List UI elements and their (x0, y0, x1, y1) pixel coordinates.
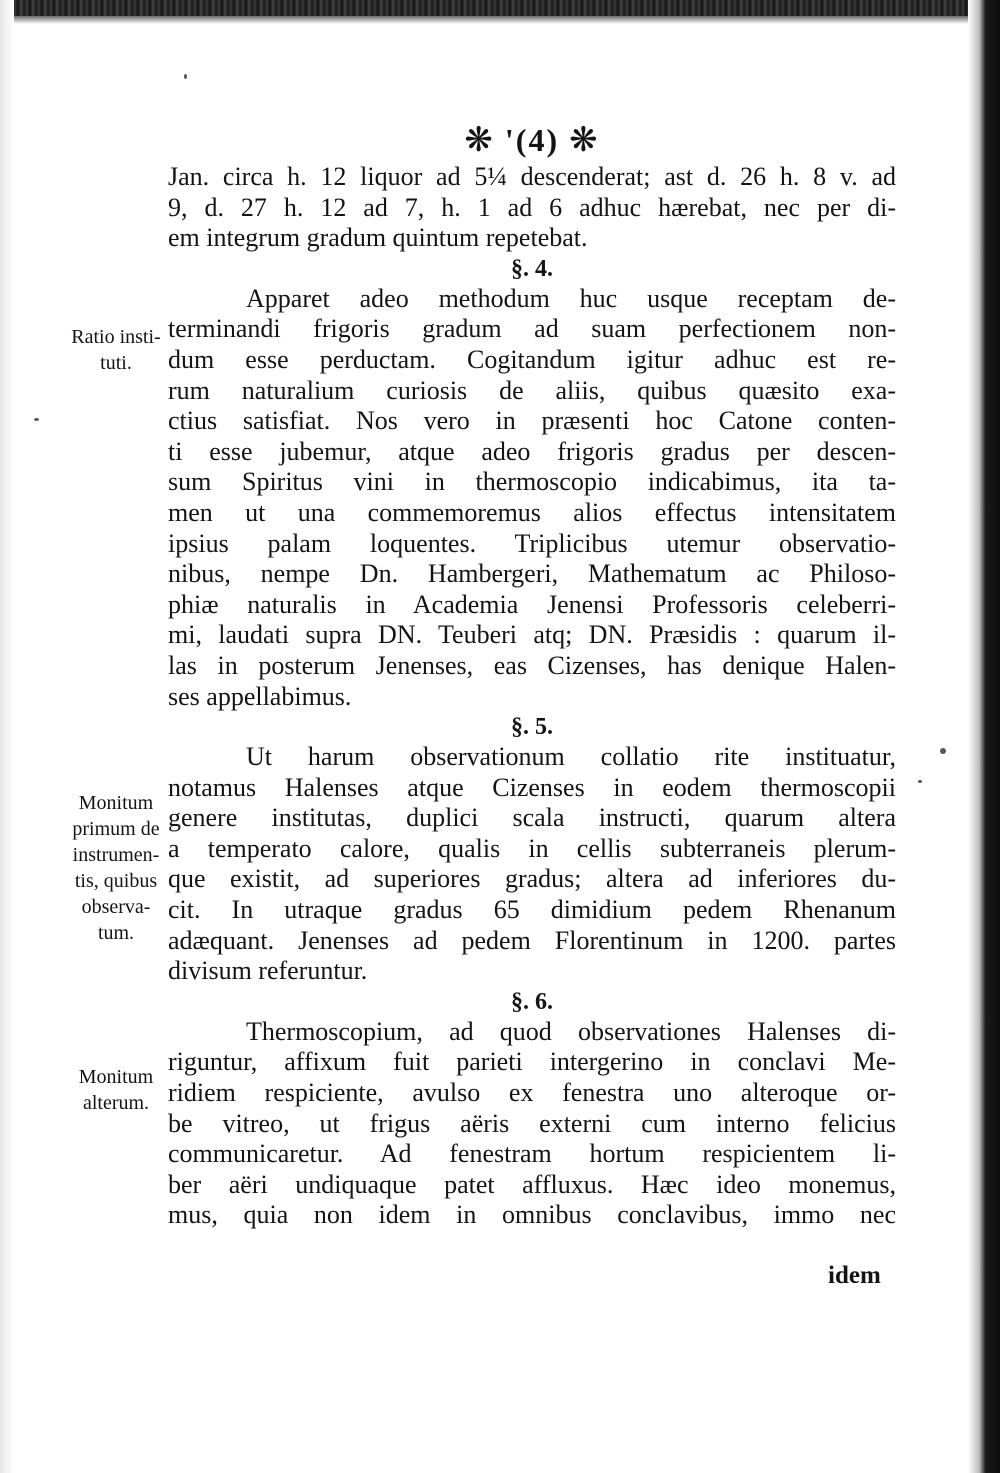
text-line: genere institutas, duplici scala instructi, quarum altera (168, 803, 896, 833)
paragraph-section-4 (168, 284, 896, 712)
page-top-shadow (0, 16, 1000, 24)
text-line: rum naturalium curiosis de aliis, quibus quæsito exa- (168, 375, 896, 405)
margin-note-line: Monitum (78, 792, 154, 814)
text-line: adæquant. Jenenses ad pedem Florentinum in 1200. partes (168, 925, 896, 955)
catchword: idem (828, 1262, 881, 1289)
text-line: be vitreo, ut frigus aëris externi cum interno felicius (168, 1108, 896, 1138)
section-heading-6: §. 6. (511, 988, 553, 1015)
text-line: Thermoscopium, ad quod observationes Halenses di- (246, 1016, 896, 1046)
section-heading-5: §. 5. (511, 714, 553, 741)
paragraph-section-6 (168, 1017, 896, 1231)
text-line: em integrum gradum quintum repetebat. (168, 223, 588, 253)
text-line: a temperato calore, qualis in cellis subterraneis plerum- (168, 833, 896, 863)
paragraph-section-5 (168, 742, 896, 987)
text-line: que existit, ad superiores gradus; altera ad inferiores du- (168, 864, 896, 894)
page-top-edge (0, 0, 1000, 16)
text-line: Ut harum observationum collatio rite instituatur, (246, 742, 896, 772)
text-line: Apparet adeo methodum huc usque receptam de- (246, 283, 896, 313)
text-line: Jan. circa h. 12 liquor ad 5¼ descenderat; ast d. 26 h. 8 v. ad (168, 162, 896, 191)
main-text-body (168, 162, 896, 1231)
text-line: ses appellabimus. (168, 681, 352, 711)
print-speck (940, 748, 946, 754)
margin-note-line: instrumen- (72, 844, 160, 866)
text-line: riguntur, affixum fuit parieti intergerino in conclavi Me- (168, 1047, 896, 1077)
section-heading-4: §. 4. (511, 255, 553, 282)
text-line: ti esse jubemur, atque adeo frigoris gradus per descen- (168, 436, 896, 466)
page-left-shade (0, 0, 14, 1473)
page-number: '(4) (504, 122, 560, 158)
text-line: notamus Halenses atque Cizenses in eodem thermoscopii (168, 772, 896, 802)
text-line: mus, quia non idem in omnibus conclavibus, immo nec (168, 1200, 896, 1230)
text-line: ipsius palam loquentes. Triplicibus utemur observatio- (168, 528, 896, 558)
ornament-star-icon: ❋ (464, 120, 495, 160)
margin-note-line: Monitum (78, 1066, 154, 1088)
margin-note-line: tis, quibus (74, 870, 158, 892)
text-line: cit. In utraque gradus 65 dimidium pedem Rhenanum (168, 895, 896, 925)
margin-note-line: Ratio insti- (71, 326, 161, 348)
margin-note-monitum-primum (50, 790, 182, 946)
text-line: divisum referuntur. (168, 956, 368, 986)
print-speck (918, 780, 922, 783)
text-line: terminandi frigoris gradum ad suam perfectionem non- (168, 314, 896, 344)
page-right-edge (968, 0, 1000, 1473)
text-line: sum Spiritus vini in thermoscopio indicabimus, ita ta- (168, 467, 896, 497)
text-line: men ut una commemoremus alios effectus intensitatem (168, 497, 896, 527)
text-line: ber aëri undiquaque patet affluxus. Hæc ideo monemus, (168, 1169, 896, 1199)
margin-note-monitum-alterum (50, 1064, 182, 1116)
text-line: communicaretur. Ad fenestram hortum respicientem li- (168, 1139, 896, 1169)
margin-note-line: primum de (72, 818, 160, 840)
print-speck (34, 418, 39, 421)
margin-note-line: observa- (81, 896, 151, 918)
text-line: las in posterum Jenenses, eas Cizenses, has denique Halen- (168, 650, 896, 680)
paragraph-continuation (168, 162, 896, 254)
text-line: nibus, nempe Dn. Hambergeri, Mathematum ac Philoso- (168, 559, 896, 589)
ornament-star-icon: ❋ (569, 120, 600, 160)
text-line: ctius satisfiat. Nos vero in præsenti hoc Catone conten- (168, 406, 896, 436)
text-line: ridiem respiciente, avulso ex fenestra uno alteroque or- (168, 1078, 896, 1108)
text-line: 9, d. 27 h. 12 ad 7, h. 1 ad 6 adhuc hærebat, nec per di- (168, 192, 896, 222)
print-speck (184, 74, 187, 79)
margin-note-line: tum. (97, 922, 135, 944)
margin-note-line: alterum. (82, 1092, 150, 1114)
text-line: dum esse perductam. Cogitandum igitur adhuc est re- (168, 344, 896, 374)
text-line: mi, laudati supra DN. Teuberi atq; DN. Præsidis : quarum il- (168, 620, 896, 650)
margin-note-ratio-instituti (50, 324, 182, 376)
page-header (0, 120, 1000, 160)
text-line: phiæ naturalis in Academia Jenensi Professoris celeberri- (168, 589, 896, 619)
margin-note-line: tuti. (100, 352, 132, 374)
